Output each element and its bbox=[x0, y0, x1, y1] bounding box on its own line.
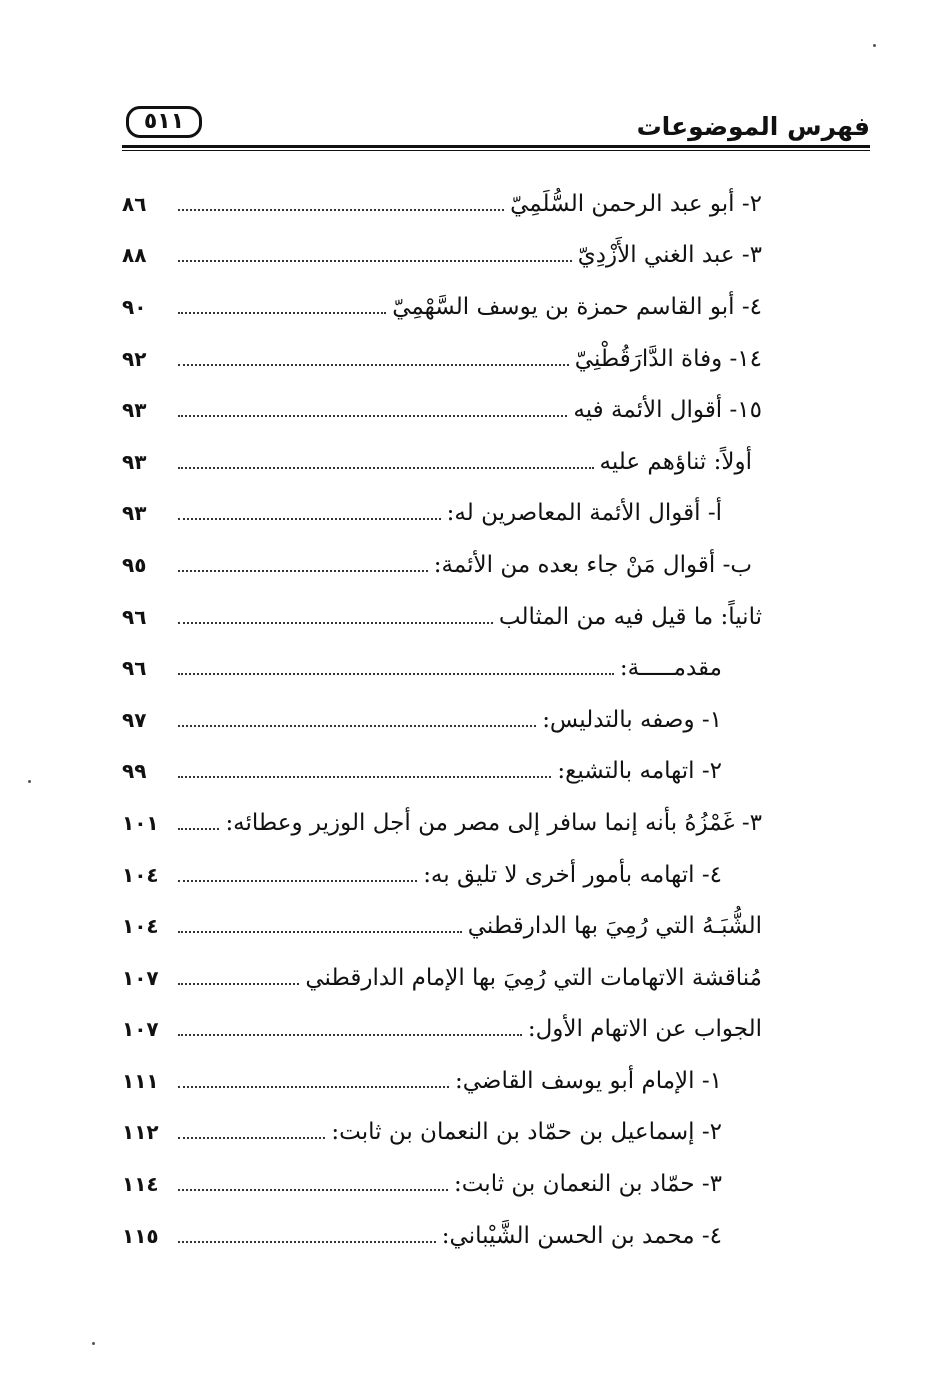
toc-entry-title: ١- الإمام أبو يوسف القاضي: bbox=[455, 1067, 722, 1094]
toc-entry bbox=[122, 1158, 762, 1210]
toc-entry-title: ١- وصفه بالتدليس: bbox=[542, 706, 722, 733]
toc-entry-page: ١٠٧ bbox=[122, 1017, 159, 1042]
toc-entry bbox=[122, 900, 762, 952]
dot-leader bbox=[178, 1034, 522, 1036]
toc-entry bbox=[122, 642, 762, 694]
toc-entry-title: أ- أقوال الأئمة المعاصرين له: bbox=[446, 500, 722, 527]
toc-entry-title: ثانياً: ما قيل فيه من المثالب bbox=[498, 603, 762, 630]
toc-entry-page: ٩٥ bbox=[122, 552, 147, 577]
toc-entry bbox=[122, 952, 762, 1004]
toc-entry-page: ٩٠ bbox=[122, 294, 147, 319]
dot-leader bbox=[178, 570, 428, 572]
toc-entry-page: ٩٣ bbox=[122, 449, 147, 474]
toc-entry-title: ٣- غَمْزُهُ بأنه إنما سافر إلى مصر من أجل الوزير وعطائه: bbox=[225, 809, 762, 836]
page-header bbox=[122, 92, 870, 152]
toc-entry bbox=[122, 849, 762, 901]
header-rule-thin bbox=[122, 150, 870, 151]
toc-entry-page: ١١٥ bbox=[122, 1223, 159, 1248]
toc-entry bbox=[122, 230, 762, 282]
dot-leader bbox=[178, 880, 417, 882]
toc-entry bbox=[122, 384, 762, 436]
toc-entry-page: ٩٩ bbox=[122, 759, 147, 784]
dot-leader bbox=[178, 1241, 436, 1243]
dot-leader bbox=[178, 1137, 325, 1139]
toc-entry bbox=[122, 178, 762, 230]
dot-leader bbox=[178, 1189, 448, 1191]
toc-entry bbox=[122, 694, 762, 746]
header-title: فهرس الموضوعات bbox=[636, 112, 870, 141]
toc-entry-page: ٩٣ bbox=[122, 501, 147, 526]
toc-entry bbox=[122, 746, 762, 798]
toc-entry-title: ٤- أبو القاسم حمزة بن يوسف السَّهْمِيّ bbox=[392, 293, 762, 320]
dot-leader bbox=[178, 518, 441, 520]
toc-entry bbox=[122, 797, 762, 849]
toc-entry-page: ١٠٤ bbox=[122, 914, 159, 939]
dot-leader bbox=[178, 673, 614, 675]
dot-leader bbox=[178, 931, 462, 933]
scan-speck bbox=[92, 1342, 95, 1345]
dot-leader bbox=[178, 1086, 449, 1088]
dot-leader bbox=[178, 209, 504, 211]
toc-entry-page: ٩٦ bbox=[122, 656, 147, 681]
toc-entry-page: ٨٦ bbox=[122, 191, 147, 216]
toc-entry bbox=[122, 1210, 762, 1262]
dot-leader bbox=[178, 364, 569, 366]
dot-leader bbox=[178, 776, 551, 778]
toc-entry-title: الشُّبَـهُ التي رُمِيَ بها الدارقطني bbox=[467, 913, 762, 940]
dot-leader bbox=[178, 467, 594, 469]
toc-entry-page: ٩٧ bbox=[122, 707, 147, 732]
scan-speck bbox=[28, 780, 31, 783]
dot-leader bbox=[178, 983, 299, 985]
toc-entry bbox=[122, 591, 762, 643]
toc-entry bbox=[122, 1107, 762, 1159]
toc-entry-page: ١٠١ bbox=[122, 810, 159, 835]
dot-leader bbox=[178, 828, 219, 830]
toc-entry-page: ١٠٧ bbox=[122, 965, 159, 990]
toc-entry-title: ٢- إسماعيل بن حمّاد بن النعمان بن ثابت: bbox=[331, 1119, 722, 1146]
toc-entry-title: مقدمـــــة: bbox=[619, 655, 722, 682]
toc-entry-title: ب- أقوال مَنْ جاء بعده من الأئمة: bbox=[433, 551, 752, 578]
dot-leader bbox=[178, 415, 567, 417]
dot-leader bbox=[178, 312, 386, 314]
toc-entry-title: ١٤- وفاة الدَّارَقُطْنِيّ bbox=[574, 345, 762, 372]
toc-entry-title: أولاً: ثناؤهم عليه bbox=[599, 448, 752, 475]
toc-entry bbox=[122, 1004, 762, 1056]
page-number-badge: ٥١١ bbox=[126, 106, 202, 138]
toc-entry-title: ٤- اتهامه بأمور أخرى لا تليق به: bbox=[423, 861, 722, 888]
toc-entry bbox=[122, 1055, 762, 1107]
toc-entry-title: ٤- محمد بن الحسن الشَّيْباني: bbox=[441, 1222, 722, 1249]
toc-entry-page: ٩٦ bbox=[122, 604, 147, 629]
toc-entry bbox=[122, 281, 762, 333]
toc-entry bbox=[122, 333, 762, 385]
toc-entry-title: ٢- اتهامه بالتشيع: bbox=[557, 758, 722, 785]
toc-entry-title: ٢- أبو عبد الرحمن السُّلَمِيّ bbox=[510, 190, 762, 217]
toc-entry-page: ١٠٤ bbox=[122, 862, 159, 887]
dot-leader bbox=[178, 725, 536, 727]
toc-entry-title: ١٥- أقوال الأئمة فيه bbox=[573, 397, 762, 424]
toc-entry-page: ٩٢ bbox=[122, 346, 147, 371]
toc-entry-page: ١١٤ bbox=[122, 1172, 159, 1197]
toc-entry bbox=[122, 488, 762, 540]
toc-entry-title: الجواب عن الاتهام الأول: bbox=[527, 1016, 762, 1043]
toc-entry bbox=[122, 436, 762, 488]
toc-entry-title: مُناقشة الاتهامات التي رُمِيَ بها الإمام الدارقطني bbox=[305, 964, 762, 991]
toc-entry-page: ٨٨ bbox=[122, 243, 147, 268]
toc-entry-title: ٣- حمّاد بن النعمان بن ثابت: bbox=[453, 1171, 722, 1198]
toc-entry-title: ٣- عبد الغني الأَزْدِيّ bbox=[577, 242, 762, 269]
header-rule bbox=[122, 145, 870, 148]
toc-entry-page: ٩٣ bbox=[122, 398, 147, 423]
dot-leader bbox=[178, 622, 493, 624]
toc-entry-page: ١١١ bbox=[122, 1068, 159, 1093]
toc-entry-page: ١١٢ bbox=[122, 1120, 159, 1145]
table-of-contents bbox=[122, 178, 762, 1261]
toc-entry bbox=[122, 539, 762, 591]
scan-speck bbox=[873, 44, 876, 47]
dot-leader bbox=[178, 260, 572, 262]
